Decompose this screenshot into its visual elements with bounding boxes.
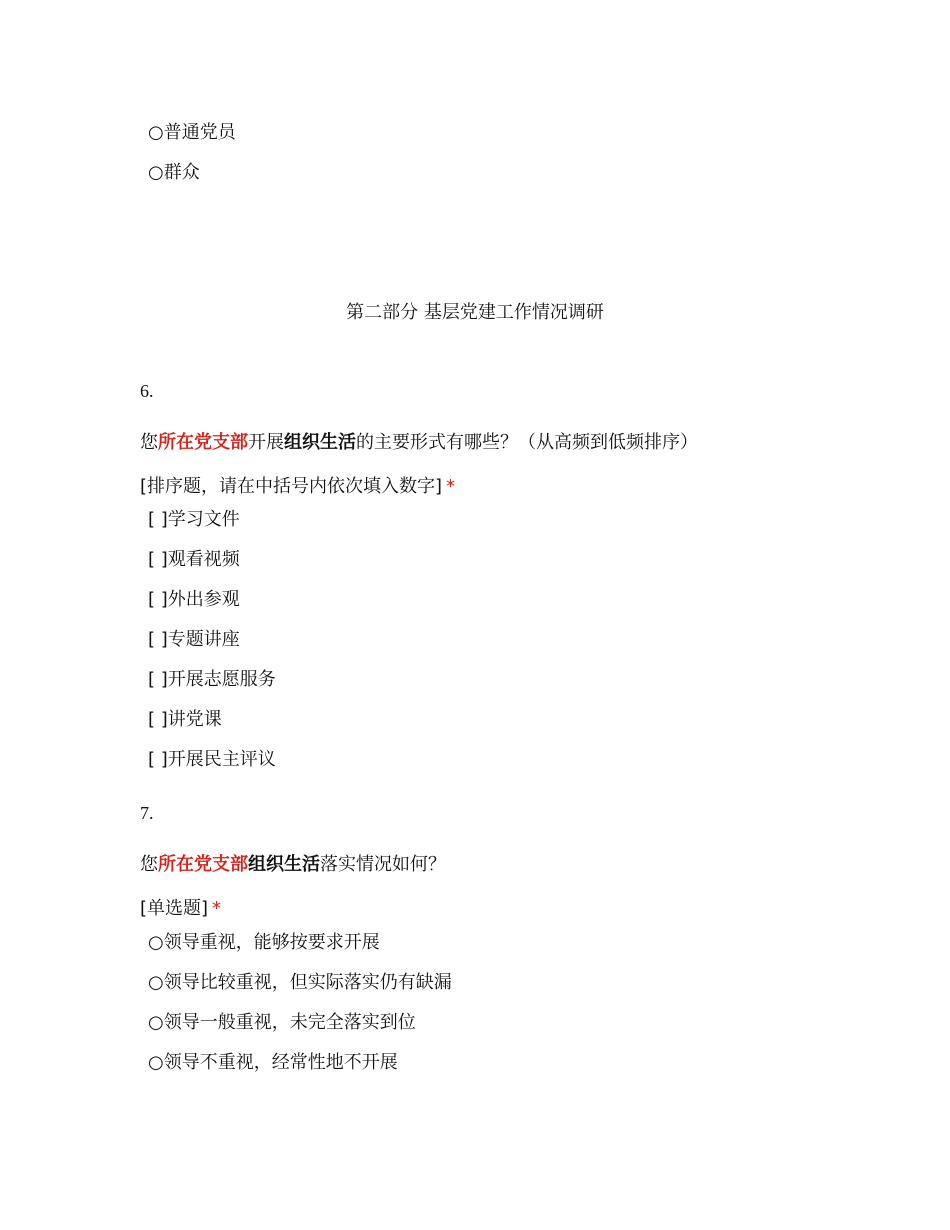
q7-option-leader-attention-gaps[interactable]: ○领导比较重视，但实际落实仍有缺漏 [148,972,452,993]
q7-question-text [140,853,446,877]
q7-prefix: 您 [140,854,158,875]
q6-option-democratic-review[interactable]: [ ]开展民主评议 [148,749,276,770]
q6-option-field-visits[interactable]: [ ]外出参观 [148,589,240,610]
q5-option-regular-member[interactable]: ○普通党员 [148,122,236,143]
section-title: 第二部分 基层党建工作情况调研 [346,302,604,323]
q7-option-leader-attention-full[interactable]: ○领导重视，能够按要求开展 [148,932,380,953]
q6-option-party-lesson[interactable]: [ ]讲党课 [148,709,222,730]
q7-suffix: 落实情况如何？ [320,854,446,875]
q7-type-label [140,897,221,921]
q6-highlight-activity: 组织生活 [284,432,356,453]
q6-middle: 开展 [248,432,284,453]
q5-option-masses[interactable]: ○群众 [148,162,200,183]
q7-option-leader-no-attention[interactable]: ○领导不重视，经常性地不开展 [148,1052,398,1073]
q6-option-study-documents[interactable]: [ ]学习文件 [148,509,240,530]
q6-option-watch-videos[interactable]: [ ]观看视频 [148,549,240,570]
q6-option-volunteer-service[interactable]: [ ]开展志愿服务 [148,669,276,690]
q6-suffix: 的主要形式有哪些？（从高频到低频排序） [356,432,698,453]
q7-highlight-activity: 组织生活 [248,854,320,875]
q6-question-text [140,431,698,455]
q7-type-text: [单选题] [140,898,209,919]
q6-required-mark: * [446,476,456,497]
q6-number: 6. [140,381,154,401]
q6-prefix: 您 [140,432,158,453]
q6-type-label [140,475,455,499]
q7-option-leader-attention-partial[interactable]: ○领导一般重视，未完全落实到位 [148,1012,416,1033]
q6-type-text: [排序题，请在中括号内依次填入数字] [140,476,443,497]
q7-number: 7. [140,803,154,823]
q6-highlight-branch: 所在党支部 [158,432,248,453]
q7-highlight-branch: 所在党支部 [158,854,248,875]
q6-option-lectures[interactable]: [ ]专题讲座 [148,629,240,650]
q7-required-mark: * [212,898,222,919]
